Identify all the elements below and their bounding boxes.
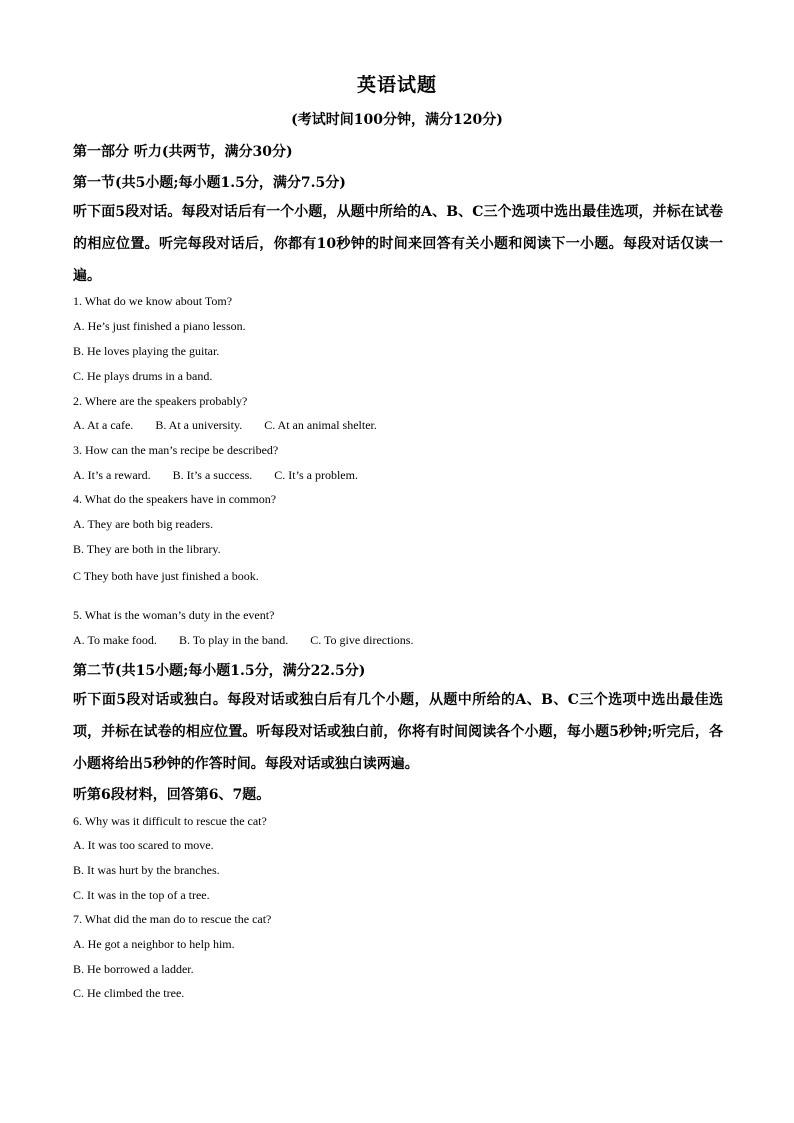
q5-options [73, 633, 435, 648]
q5-option-a: A. To make food. [73, 633, 157, 647]
material-heading: 听第6段材料，回答第6、7题。 [73, 787, 271, 803]
q7-option-b: B. He borrowed a ladder. [73, 962, 194, 976]
q3-option-c: C. It’s a problem. [274, 468, 358, 482]
section2-instructions: 听下面5段对话或独白。每段对话或独白后有几个小题，从题中所给的A、B、C三个选项中选出最佳选项，并标在试卷的相应位置。听每段对话或独白前，你将有时间阅读各个小题，每小题5秒钟;听完后，各小题将给出5秒钟的作答时间。每段对话或独白读两遍。 [73, 692, 723, 772]
q4-option-b: B. They are both in the library. [73, 542, 221, 556]
q7-option-c: C. He climbed the tree. [73, 986, 185, 1000]
q2-stem: 2. Where are the speakers probably? [73, 394, 248, 408]
q5-option-c: C. To give directions. [310, 633, 414, 647]
q6-stem: 6. Why was it difficult to rescue the cat? [73, 814, 267, 828]
q4-option-a: A. They are both big readers. [73, 517, 214, 531]
section1-heading: 第一节(共5小题;每小题1.5分，满分7.5分) [73, 175, 346, 191]
q6-option-a: A. It was too scared to move. [73, 838, 214, 852]
q7-stem: 7. What did the man do to rescue the cat? [73, 912, 272, 926]
part1-heading: 第一部分 听力(共两节，满分30分) [73, 144, 293, 160]
section1-instructions: 听下面5段对话。每段对话后有一个小题，从题中所给的A、B、C三个选项中选出最佳选项，并标在试卷的相应位置。听完每段对话后，你都有10秒钟的时间来回答有关小题和阅读下一小题。每段对话仅读一遍。 [73, 204, 723, 284]
q1-stem: 1. What do we know about Tom? [73, 294, 233, 308]
section2-heading: 第二节(共15小题;每小题1.5分，满分22.5分) [73, 663, 366, 679]
q6-option-b: B. It was hurt by the branches. [73, 863, 220, 877]
q4-option-c: C They both have just finished a book. [73, 569, 259, 583]
q1-option-b: B. He loves playing the guitar. [73, 344, 220, 358]
q3-stem: 3. How can the man’s recipe be described? [73, 443, 279, 457]
q2-options [73, 418, 399, 433]
exam-time-info: (考试时间100分钟，满分120分) [291, 112, 503, 128]
q2-option-a: A. At a cafe. [73, 418, 134, 432]
q3-options [73, 468, 380, 483]
q6-option-c: C. It was in the top of a tree. [73, 888, 210, 902]
q3-option-a: A. It’s a reward. [73, 468, 151, 482]
q1-option-c: C. He plays drums in a band. [73, 369, 213, 383]
q4-stem: 4. What do the speakers have in common? [73, 492, 277, 506]
q3-option-b: B. It’s a success. [172, 468, 253, 482]
q5-option-b: B. To play in the band. [178, 633, 289, 647]
q1-option-a: A. He’s just finished a piano lesson. [73, 319, 246, 333]
page-title: 英语试题 [356, 74, 437, 96]
q2-option-b: B. At a university. [155, 418, 243, 432]
q7-option-a: A. He got a neighbor to help him. [73, 937, 235, 951]
q2-option-c: C. At an animal shelter. [264, 418, 377, 432]
q5-stem: 5. What is the woman’s duty in the event? [73, 608, 275, 622]
